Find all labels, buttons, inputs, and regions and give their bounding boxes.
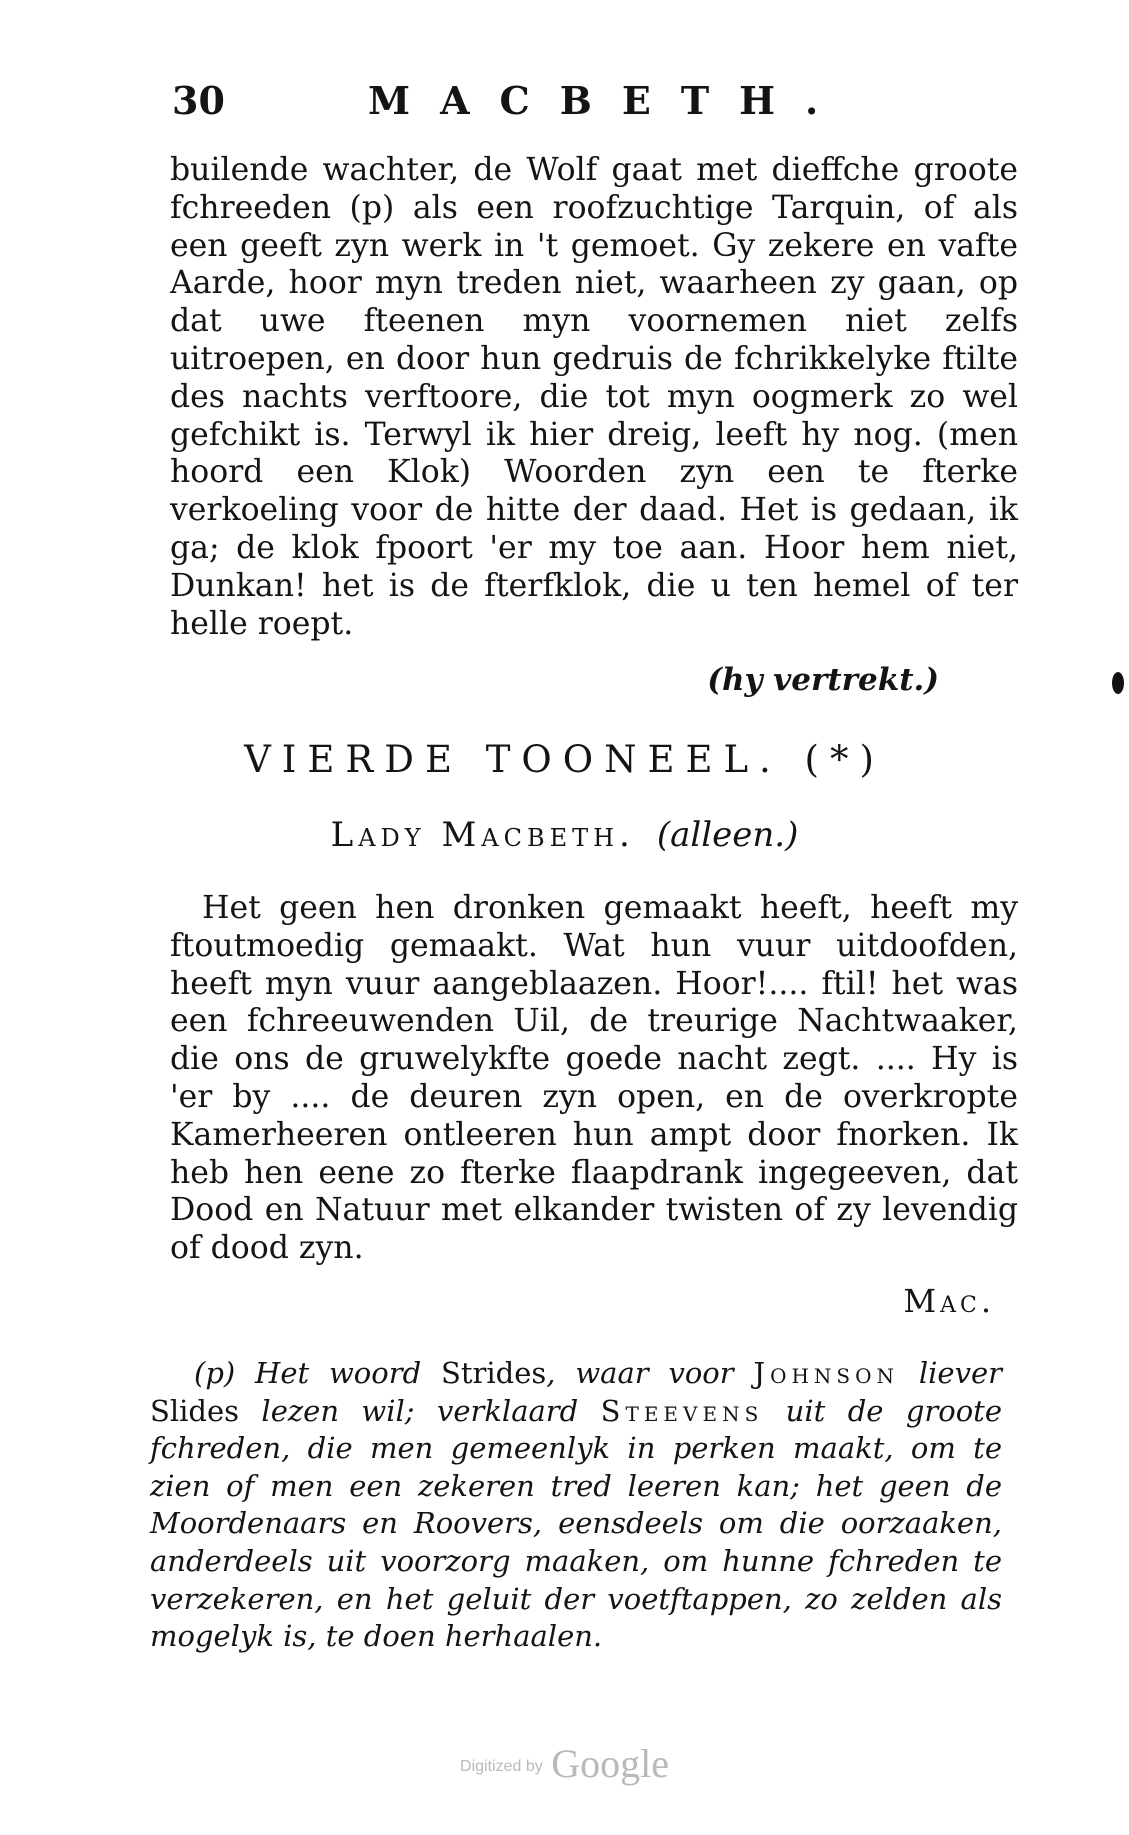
catchword: Mac. xyxy=(903,1282,995,1320)
footnote-term-strides: Strides xyxy=(441,1356,547,1390)
page-header xyxy=(172,78,849,128)
digitized-watermark xyxy=(0,1740,1129,1787)
footnote-text-1: (p) Het woord xyxy=(194,1356,441,1390)
running-title: MACBETH. xyxy=(368,78,849,123)
scene-heading: VIERDE TOONEEL. (*) xyxy=(244,738,885,781)
speaker-line xyxy=(0,815,1129,855)
footnote-text-3: liever xyxy=(899,1356,1002,1390)
footnote-name-johnson: Johnson xyxy=(753,1356,900,1390)
watermark-prefix: Digitized by xyxy=(460,1758,543,1775)
page-number: 30 xyxy=(172,78,225,123)
watermark-brand: Google xyxy=(551,1741,669,1786)
footnote-text-5: uit de groote fchreden, die men gemeenlyk in perken maakt, om te zien of men een zekeren tred leeren kan; het geen de Moordenaars en Roovers, eensdeels om die oorzaaken, anderdeels uit voorzorg maaken, om hunne fchreden te verzekeren, en het geluit der voetftappen, zo zelden als mogelyk is, te doen herhaalen. xyxy=(150,1393,1002,1654)
speaker-direction: (alleen.) xyxy=(656,815,799,855)
footnote-name-steevens: Steevens xyxy=(600,1393,764,1428)
footnote-text-2: , waar voor xyxy=(546,1356,754,1390)
footnote xyxy=(150,1355,1002,1656)
ink-speck xyxy=(1112,672,1124,694)
paragraph-continued: builende wachter, de Wolf gaat met dieffche groote fchreeden (p) als een roofzuchtige Tarquin, of als een geeft zyn werk in 't gemoet. Gy zekere en vafte Aarde, hoor myn treden niet, waarheen zy gaan, op dat uwe fteenen myn voornemen niet zelfs uitroepen, en door hun gedruis de fchrikkelyke ftilte des nachts verftoore, die tot myn oogmerk zo wel gefchikt is. Terwyl ik hier dreig, leeft hy nog. (men hoord een Klok) Woorden zyn een te fterke verkoeling voor de hitte der daad. Het is gedaan, ik ga; de klok fpoort 'er my toe aan. Hoor hem niet, Dunkan! het is de fterfklok, die u ten hemel of ter helle roept. xyxy=(170,152,1018,642)
footnote-term-slides: Slides xyxy=(150,1393,240,1428)
stage-direction-exit: (hy vertrekt.) xyxy=(707,662,939,698)
speaker-name: Lady Macbeth. xyxy=(330,815,635,855)
footnote-text-4: lezen wil; verklaard xyxy=(239,1393,601,1428)
monologue-paragraph: Het geen hen dronken gemaakt heeft, heeft my ftoutmoedig gemaakt. Wat hun vuur uitdoofden, heeft myn vuur aangeblaazen. Hoor!.... ftil! het was een fchreeuwenden Uil, de treurige Nachtwaaker, die ons de gruwelykfte goede nacht zegt. .... Hy is 'er by .... de deuren zyn open, en de overkropte Kamerheeren ontleeren hun ampt door fnorken. Ik heb hen eene zo fterke flaapdrank ingegeeven, dat Dood en Natuur met elkander twisten of zy levendig of dood zyn. xyxy=(170,890,1018,1267)
